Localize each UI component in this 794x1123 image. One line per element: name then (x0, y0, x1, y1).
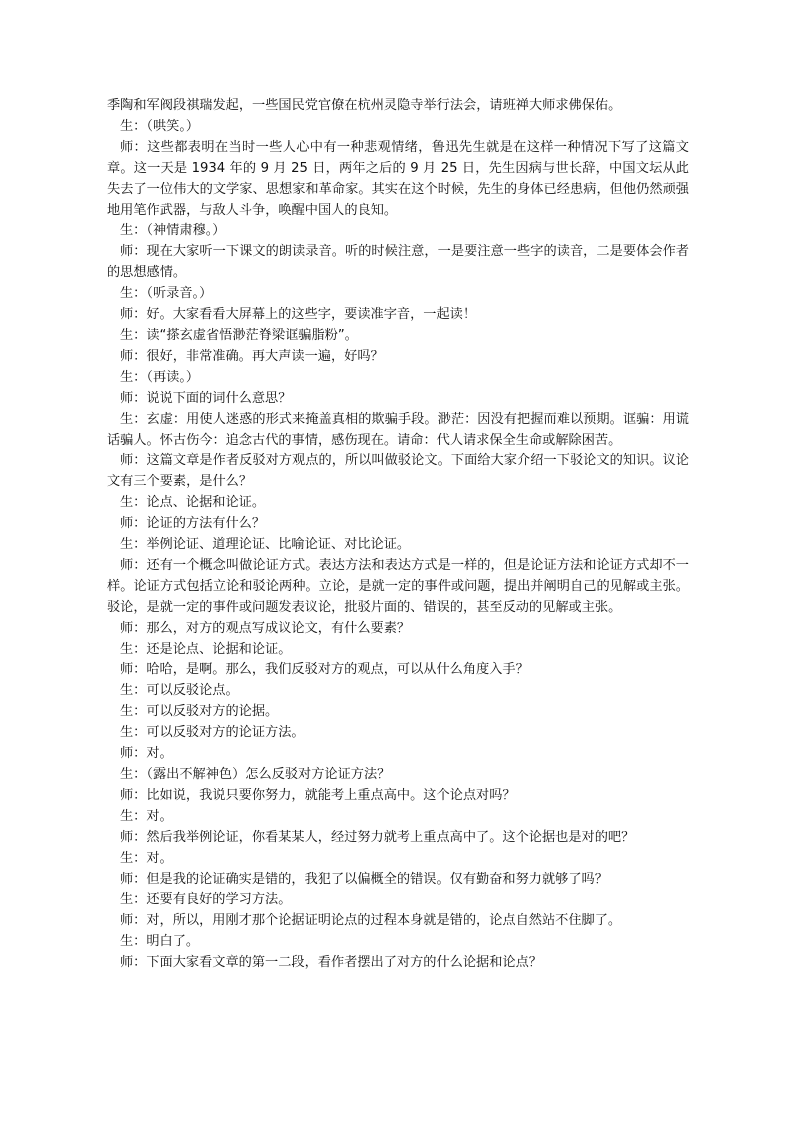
paragraph-33: 生：明白了。 (120, 934, 200, 950)
paragraph-13: 师：这篇文章是作者反驳对方观点的，所以叫做驳论文。下面给大家介绍一下驳论文的知识。议论文有三个要素，是什么？ (107, 453, 689, 490)
paragraph-26: 师：比如说，我说只要你努力，就能考上重点高中。这个论点对吗？ (120, 787, 516, 803)
paragraph-16: 生：举例论证、道理论证、比喻论证、对比论证。 (120, 537, 411, 553)
paragraph-8: 生：读“搽玄虚省悟渺茫脊梁诓骗脂粉”。 (120, 327, 358, 343)
paragraph-6: 生：（听录音。） (120, 286, 213, 302)
paragraph-4: 生：（神情肃穆。） (120, 223, 226, 239)
paragraph-21: 生：可以反驳论点。 (120, 683, 239, 699)
paragraph-17: 师：还有一个概念叫做论证方式。表达方法和表达方式是一样的，但是论证方法和论证方式却不一样。论证方式包括立论和驳论两种。立论，是就一定的事件或问题，提出并阐明自己的见解或主张。驳论，是就一定的事件或问题发表议论，批驳片面的、错误的，甚至反动的见解或主张。 (107, 557, 689, 615)
paragraph-1: 季陶和军阀段祺瑞发起，一些国民党官僚在杭州灵隐寺举行法会，请班禅大师求佛保佑。 (107, 98, 622, 113)
paragraph-23: 生：可以反驳对方的论证方法。 (120, 725, 305, 741)
paragraph-7: 师：好。大家看看大屏幕上的这些字，要读准字音，一起读！ (120, 307, 477, 323)
paragraph-32: 师：对，所以，用刚才那个论据证明论点的过程本身就是错的，论点自然站不住脚了。 (120, 913, 622, 929)
paragraph-2: 生：（哄笑。） (120, 118, 200, 134)
paragraph-11: 师：说说下面的词什么意思？ (120, 390, 292, 406)
paragraph-3: 师：这些都表明在当时一些人心中有一种悲观情绪，鲁迅先生就是在这样一种情况下写了这篇文章。这一天是 1934 年的 9 月 25 日，两年之后的 9 月 25 日，先生因病与世长辞，中国文坛从此失去了一位伟大的文学家、思想家和革命家。其实在这个时候，先生的身体已经患病，但他仍然顽强地用笔作武器，与敌人斗争，唤醒中国人的良知。 (107, 139, 689, 218)
paragraph-5: 师：现在大家听一下课文的朗读录音。听的时候注意，一是要注意一些字的读音，二是要体会作者的思想感情。 (107, 244, 689, 281)
paragraph-24: 师：对。 (120, 746, 173, 762)
paragraph-20: 师：哈哈，是啊。那么，我们反驳对方的观点，可以从什么角度入手？ (120, 662, 529, 678)
paragraph-19: 生：还是论点、论据和论证。 (120, 641, 292, 657)
paragraph-29: 生：对。 (120, 850, 173, 866)
paragraph-27: 生：对。 (120, 808, 173, 824)
paragraph-30: 师：但是我的论证确实是错的，我犯了以偏概全的错误。仅有勤奋和努力就够了吗？ (120, 871, 608, 887)
document-body (107, 96, 689, 974)
paragraph-28: 师：然后我举例论证，你看某某人，经过努力就考上重点高中了。这个论据也是对的吧？ (120, 829, 635, 845)
paragraph-15: 师：论证的方法有什么？ (120, 516, 266, 532)
paragraph-10: 生：（再读。） (120, 369, 200, 385)
paragraph-12: 生：玄虚：用使人迷惑的形式来掩盖真相的欺骗手段。渺茫：因没有把握而难以预期。诓骗：用谎话骗人。怀古伤今：追念古代的事情，感伤现在。请命：代人请求保全生命或解除困苦。 (107, 411, 689, 448)
paragraph-14: 生：论点、论据和论证。 (120, 495, 266, 511)
paragraph-18: 师：那么，对方的观点写成议论文，有什么要素？ (120, 620, 411, 636)
paragraph-34: 师：下面大家看文章的第一二段，看作者摆出了对方的什么论据和论点？ (120, 955, 542, 971)
paragraph-25: 生：（露出不解神色）怎么反驳对方论证方法？ (120, 767, 391, 782)
paragraph-22: 生：可以反驳对方的论据。 (120, 704, 279, 720)
paragraph-9: 师：很好，非常准确。再大声读一遍，好吗？ (120, 348, 384, 364)
paragraph-31: 生：还要有良好的学习方法。 (120, 892, 292, 908)
